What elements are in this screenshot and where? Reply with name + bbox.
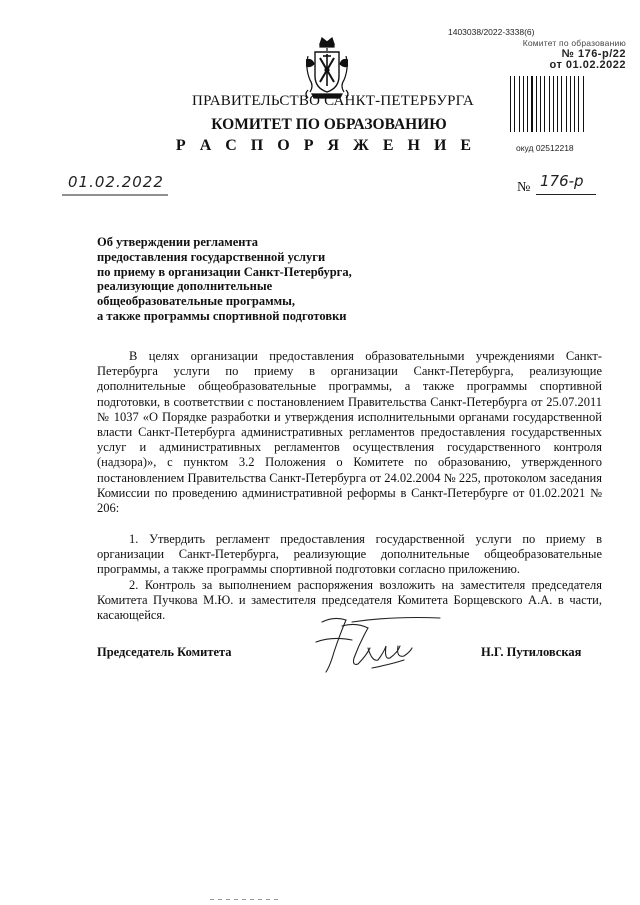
registration-number: 1403038/2022-3338(6) bbox=[448, 27, 535, 37]
preamble-paragraph bbox=[97, 349, 602, 516]
document-number: 176-р bbox=[540, 172, 584, 190]
document-subject bbox=[97, 235, 417, 324]
document-type: Р А С П О Р Я Ж Е Н И Е bbox=[175, 137, 477, 154]
signatory-name: Н.Г. Путиловская bbox=[481, 645, 582, 659]
scan-artifact bbox=[210, 898, 280, 901]
government-title: ПРАВИТЕЛЬСТВО САНКТ-ПЕТЕРБУРГА bbox=[192, 93, 474, 109]
stamp-number: № 176-р/22 bbox=[561, 48, 626, 60]
stamp-committee: Комитет по образованию bbox=[522, 38, 626, 48]
preamble-text: В целях организации предоставления образовательными учреждениями Санкт-Петербурга услуги по приему в организации Санкт-Петербурга, реализующие дополнительные общеобразовательные программы, а также программы спортивной подготовки, в соответствии с постановлением Правительства Санкт-Петербурга от 25.07.2011 № 1037 «О Порядке разработки и утверждения исполнительными органами государственной власти Санкт-Петербурга административных регламентов предоставления государственных услуг и административных регламентов осуществления государственного контроля (надзора)», с пунктом 3.2 Положения о Комитете по образованию, утвержденного постановлением Правительства Санкт-Петербурга от 24.02.2004 № 225, протоколом заседания Комиссии по проведению административной реформы в Санкт-Петербурге от 01.02.2021 № 206: bbox=[97, 349, 602, 516]
order-item-2: 2. Контроль за выполнением распоряжения возложить на заместителя председателя Комитета Пучкова М.Ю. и заместителя председателя Комитета Борщевского А.А. в части, касающейся. bbox=[97, 577, 602, 623]
subject-line: предоставления государственной услуги bbox=[97, 249, 326, 264]
stamp-date: от 01.02.2022 bbox=[549, 59, 626, 71]
document-date: 01.02.2022 bbox=[68, 173, 164, 191]
subject-line: общеобразовательные программы, bbox=[97, 294, 296, 309]
subject-line: Об утверждении регламента bbox=[97, 235, 259, 249]
number-label: № bbox=[517, 180, 531, 195]
handwritten-signature bbox=[312, 612, 442, 680]
order-item-1: 1. Утвердить регламент предоставления государственной услуги по приему в организации Санкт-Петербурга, реализующие дополнительные общеобразовательные программы, а также программы спортивной подготовки согласно приложению. bbox=[97, 532, 602, 577]
subject-line: а также программы спортивной подготовки bbox=[97, 308, 347, 323]
order-items bbox=[97, 532, 602, 623]
committee-title: КОМИТЕТ ПО ОБРАЗОВАНИЮ bbox=[211, 116, 447, 133]
number-underline bbox=[536, 194, 596, 195]
subject-line: реализующие дополнительные bbox=[97, 279, 273, 294]
subject-line: по приему в организации Санкт-Петербурга, bbox=[97, 264, 352, 279]
okud-code: окуд 02512218 bbox=[516, 143, 574, 153]
signatory-title: Председатель Комитета bbox=[97, 645, 232, 659]
registration-stamp bbox=[486, 38, 626, 71]
